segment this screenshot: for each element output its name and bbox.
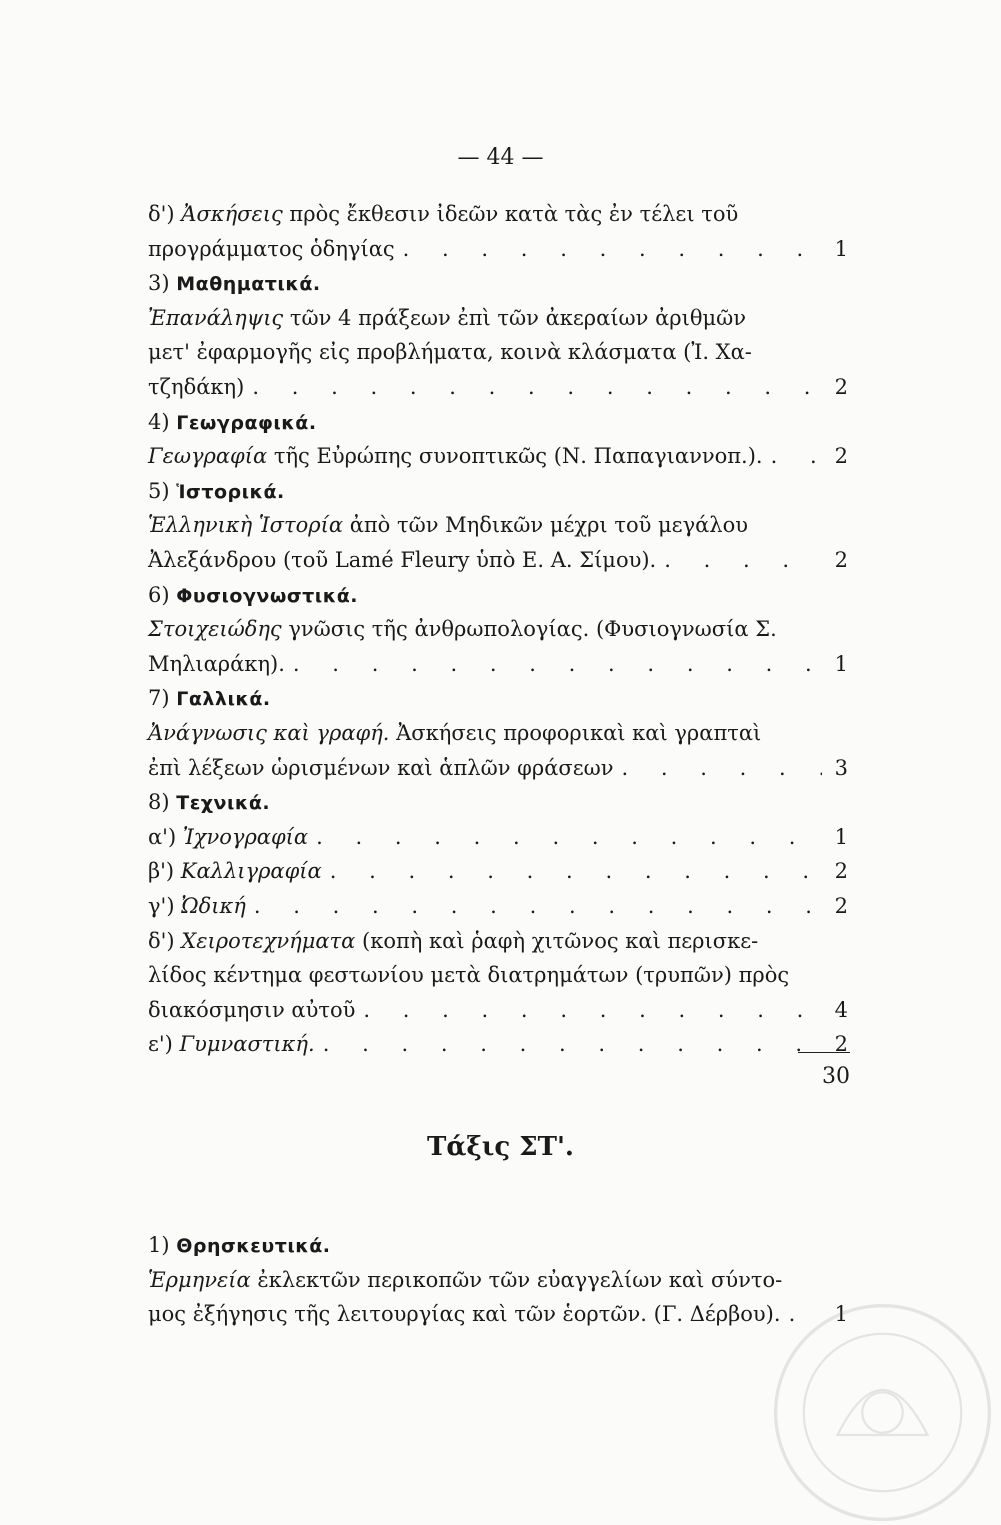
subject-number: 7) (148, 686, 177, 711)
hours-count: 1 (834, 651, 848, 676)
dot-leader (355, 993, 822, 1027)
line-title: Ἑλληνικὴ Ἱστορία (148, 513, 344, 538)
dot-leader (322, 854, 822, 888)
text-line (148, 751, 848, 785)
subject-heading: Μαθηματικά. (176, 273, 321, 296)
hours-count: 2 (834, 1032, 848, 1057)
text-line (148, 681, 848, 715)
subject-number: 8) (148, 790, 177, 815)
entry-text (148, 1297, 781, 1331)
entry-prefix: ε') (148, 1032, 180, 1057)
line-title: Ἀσκήσεις (181, 202, 283, 226)
text-line (148, 335, 848, 369)
text-line (148, 716, 848, 750)
entry-text (148, 543, 656, 577)
line-text: Ἀσκήσεις προφορικαὶ καὶ γραπταὶ (389, 721, 762, 745)
line-text: πρὸς ἔκθεσιν ἰδεῶν κατὰ τὰς ἐν τέλει τοῦ (282, 202, 739, 226)
hours-count: 1 (834, 1302, 848, 1327)
text-line (148, 1027, 848, 1061)
line-text: ἐκλεκτῶν περικοπῶν τῶν εὐαγγελίων καὶ σύντο- (250, 1267, 783, 1292)
section-title: Τάξις ΣΤ'. (427, 1132, 574, 1162)
entry-text (148, 232, 395, 266)
text-line (148, 508, 848, 542)
text-line (148, 1297, 848, 1331)
entry-title: Γεωγραφία (148, 444, 268, 469)
entry-text (148, 854, 322, 888)
entry-body: Μηλιαράκη). (148, 651, 285, 676)
text-line (148, 924, 848, 958)
text-line (148, 820, 848, 854)
dot-leader (763, 439, 822, 473)
entry-title: Καλλιγραφία (180, 859, 322, 884)
text-line (148, 301, 848, 335)
dot-leader (395, 232, 822, 266)
text-line (148, 889, 848, 923)
text-line (148, 1263, 848, 1297)
entry-text (148, 439, 763, 473)
line-prefix: δ') (148, 202, 182, 226)
hours-count: 1 (834, 824, 848, 849)
hours-count: 2 (834, 375, 848, 399)
subject-heading: Θρησκευτικά. (176, 1235, 331, 1257)
line-title: Ἑρμηνεία (148, 1267, 251, 1292)
line-prefix: δ') (148, 928, 182, 953)
text-line (148, 370, 848, 404)
text-line (148, 612, 848, 646)
hours-count: 2 (834, 548, 848, 572)
line-text: (κοπὴ καὶ ῥαφὴ χιτῶνος καὶ περισκε- (355, 928, 759, 953)
text-line (148, 958, 848, 992)
text-line (148, 1228, 848, 1262)
entry-text (148, 889, 246, 923)
subject-number: 4) (148, 409, 177, 434)
subject-number: 1) (148, 1233, 177, 1257)
entry-body: διακόσμησιν αὐτοῦ (148, 997, 356, 1022)
text-line (148, 405, 848, 439)
text-line (148, 993, 848, 1027)
total-rule (798, 1052, 850, 1053)
subject-heading: Γεωγραφικά. (176, 411, 317, 434)
entry-text (148, 820, 308, 854)
entry-text (148, 751, 614, 785)
entry-title: Ἰχνογραφία (182, 824, 309, 849)
text-line (148, 232, 848, 266)
hours-count: 3 (834, 755, 848, 780)
entry-body: τζηδάκη) (148, 375, 245, 399)
hours-count: 2 (834, 859, 848, 884)
text-line (148, 266, 848, 300)
text-line (148, 854, 848, 888)
line-text: λίδος κέντημα φεστωνίου μετὰ διατρημάτων (τρυπῶν) πρὸς (148, 963, 790, 988)
entry-prefix: β') (148, 859, 181, 884)
dot-leader (285, 647, 822, 681)
entry-title: Γυμναστική. (179, 1032, 315, 1057)
text-line (148, 543, 848, 577)
entry-text (148, 647, 285, 681)
text-line (148, 439, 848, 473)
entry-prefix: α') (148, 824, 183, 849)
subject-heading: Γαλλικά. (176, 688, 271, 711)
dot-leader (614, 751, 823, 785)
subject-heading: Τεχνικά. (176, 792, 271, 815)
hours-count: 4 (834, 997, 848, 1022)
hours-count: 2 (834, 444, 848, 469)
subject-number: 5) (148, 478, 177, 503)
entry-body: Ἀλεξάνδρου (τοῦ Lamé Fleury ὑπὸ Ε. Α. Σίμου). (148, 548, 657, 572)
entry-body: τῆς Εὐρώπης συνοπτικῶς (Ν. Παπαγιαννοπ.). (267, 444, 763, 469)
line-title: Ἀνάγνωσις καὶ γραφή. (148, 721, 390, 745)
subject-heading: Ἱστορικά. (176, 480, 285, 503)
line-text: μετ' ἐφαρμογῆς εἰς προβλήματα, κοινὰ κλάσματα (Ἰ. Χα- (148, 340, 752, 365)
dot-leader (656, 543, 822, 577)
dot-leader (308, 820, 822, 854)
entry-title: Ὠδική (181, 894, 246, 918)
subject-number: 3) (148, 271, 177, 296)
line-title: Χειροτεχνήματα (181, 928, 356, 953)
line-text: τῶν 4 πράξεων ἐπὶ τῶν ἀκεραίων ἀριθμῶν (283, 305, 747, 330)
university-seal-stamp (770, 1300, 995, 1525)
hours-total: 30 (822, 1064, 850, 1089)
dot-leader (244, 370, 822, 404)
entry-body: προγράμματος ὁδηγίας (148, 236, 395, 261)
line-text: γνῶσις τῆς ἀνθρωπολογίας. (Φυσιογνωσία Σ. (281, 617, 777, 642)
entry-body: ἐπὶ λέξεων ὡρισμένων καὶ ἁπλῶν φράσεων (148, 755, 614, 780)
entry-prefix: γ') (148, 894, 182, 918)
text-line (148, 785, 848, 819)
text-line (148, 647, 848, 681)
subject-heading: Φυσιογνωστικά. (176, 584, 358, 607)
text-line (148, 197, 848, 231)
dot-leader (246, 889, 822, 923)
entry-text (148, 1027, 315, 1061)
page-number: — 44 — (457, 145, 544, 170)
text-line (148, 578, 848, 612)
line-title: Ἐπανάληψις (148, 305, 284, 330)
entry-text (148, 370, 244, 404)
line-text: ἀπὸ τῶν Μηδικῶν μέχρι τοῦ μεγάλου (343, 513, 749, 538)
entry-body: μος ἐξήγησις τῆς λειτουργίας καὶ τῶν ἑορτῶν. (Γ. Δέρβου). (148, 1302, 781, 1327)
subject-number: 6) (148, 582, 177, 607)
hours-count: 1 (834, 236, 848, 261)
entry-text (148, 993, 355, 1027)
line-title: Στοιχειώδης (148, 617, 282, 642)
dot-leader (315, 1027, 822, 1061)
hours-count: 2 (834, 894, 848, 918)
text-line (148, 474, 848, 508)
